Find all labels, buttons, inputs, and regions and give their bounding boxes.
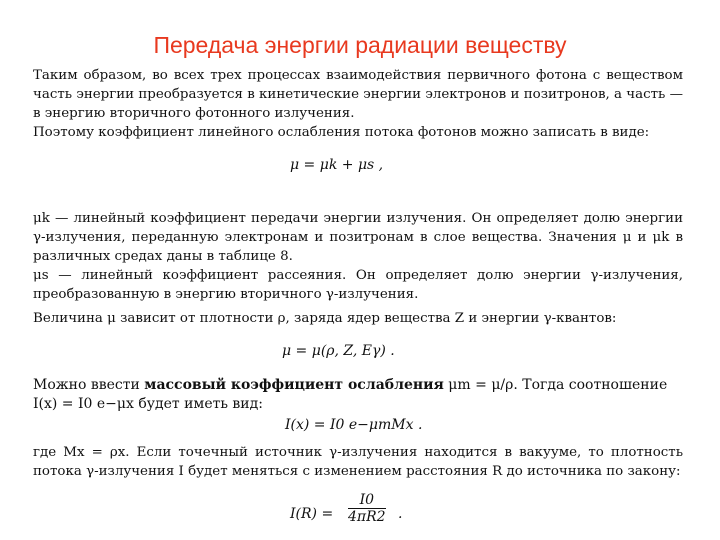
paragraph-intro: Таким образом, во всех трех процессах взаимодействия первичного фотона с веществом часть энергии преобразуется в кинетические энергии электронов и позитронов, а часть — в энергию вторичного фотонного излучения. [33,68,683,121]
mass-coef-before: Можно ввести [33,377,145,393]
paragraph-mu-s: μs — линейный коэффициент рассеяния. Он определяет долю энергии γ-излучения, преобразованную в энергию вторичного γ-излучения. [33,268,683,302]
paragraph-mu-dependence: Величина μ зависит от плотности ρ, заряда ядер вещества Z и энергии γ-квантов: [33,311,617,326]
paragraph-point-source: где Mx = ρx. Если точечный источник γ-излучения находится в вакууме, то плотность потока γ-излучения I будет меняться с изменением расстояния R до источника по закону: [33,445,683,479]
mass-coef-after: μm = μ/ρ. Тогда соотношение [443,377,668,393]
mass-coef-line2: I(x) = I0 e−μx будет иметь вид: [33,396,263,412]
paragraph-linear-coefficient: Поэтому коэффициент линейного ослабления потока фотонов можно записать в виде: [33,125,650,140]
equation-inverse-square-lhs: I(R) = [290,506,334,522]
page-title: Передача энергии радиации веществу [153,32,567,58]
equation-mu-function: μ = μ(ρ, Z, Eγ) . [282,343,395,359]
paragraph-mu-k: μk — линейный коэффициент передачи энергии излучения. Он определяет долю энергии γ-излучения, переданную электронам и позитронам в слое вещества. Значения μ и μk в различных средах даны в таблице 8. [33,211,683,264]
fraction-denominator: 4πR2 [348,509,386,525]
mass-coef-term: массовый коэффициент ослабления [144,377,444,393]
equation-inverse-square-end: . [398,506,403,522]
equation-intensity-mass: I(x) = I0 e−μmMx . [285,417,423,433]
paragraph-mass-coefficient [33,376,683,414]
equation-mu-sum: μ = μk + μs , [290,157,384,173]
fraction-numerator: I0 [348,492,386,509]
equation-inverse-square-fraction [348,492,386,525]
